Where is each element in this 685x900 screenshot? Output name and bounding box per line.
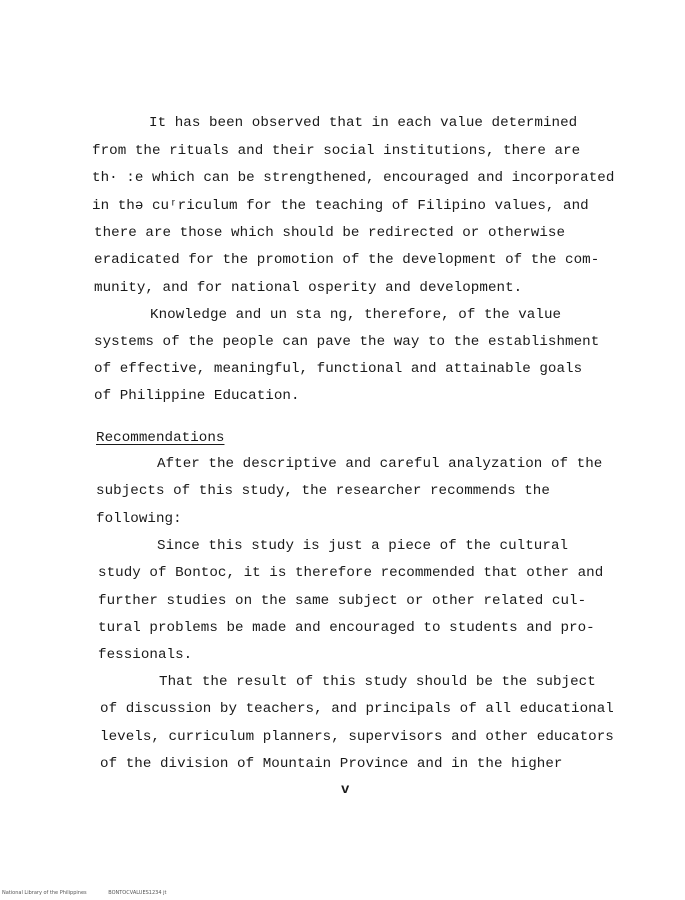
text-line: That the result of this study should be the subject xyxy=(159,674,596,690)
text-line: of effective, meaningful, functional and attainable goals xyxy=(94,361,583,377)
text-line: in thə cuʳriculum for the teaching of Filipino values, and xyxy=(92,198,589,214)
text-line: tural problems be made and encouraged to students and pro- xyxy=(98,620,595,636)
text-line: systems of the people can pave the way to the establishment xyxy=(94,334,600,350)
text-line: Since this study is just a piece of the cultural xyxy=(157,538,569,554)
text-line: It has been observed that in each value determined xyxy=(149,115,578,131)
text-line: study of Bontoc, it is therefore recommended that other and xyxy=(98,565,604,581)
scan-footer xyxy=(2,890,186,896)
text-line: of Philippine Education. xyxy=(94,388,300,404)
text-line: fessionals. xyxy=(98,647,193,663)
footer-library-text: National Library of the Philippines xyxy=(2,890,87,896)
text-line: subjects of this study, the researcher recommends the xyxy=(96,483,550,499)
page-number: v xyxy=(341,782,350,798)
text-line: Knowledge and un sta ng, therefore, of the value xyxy=(150,307,562,323)
text-line: there are those which should be redirected or otherwise xyxy=(94,225,566,241)
text-line: munity, and for national osperity and development. xyxy=(94,280,523,296)
text-line: following: xyxy=(96,511,182,527)
text-line: After the descriptive and careful analyzation of the xyxy=(157,456,603,472)
text-line: from the rituals and their social institutions, there are xyxy=(92,143,581,159)
text-line: levels, curriculum planners, supervisors and other educators xyxy=(100,729,614,745)
text-line: further studies on the same subject or other related cul- xyxy=(98,593,587,609)
footer-id-text: BONTOCVALUES1234 jt xyxy=(108,890,167,896)
section-heading: Recommendations xyxy=(96,430,225,446)
text-line: th· :e which can be strengthened, encouraged and incorporated xyxy=(92,170,615,186)
text-line: of discussion by teachers, and principals of all educational xyxy=(100,701,614,717)
text-line: of the division of Mountain Province and in the higher xyxy=(100,756,563,772)
text-line: eradicated for the promotion of the development of the com- xyxy=(94,252,600,268)
